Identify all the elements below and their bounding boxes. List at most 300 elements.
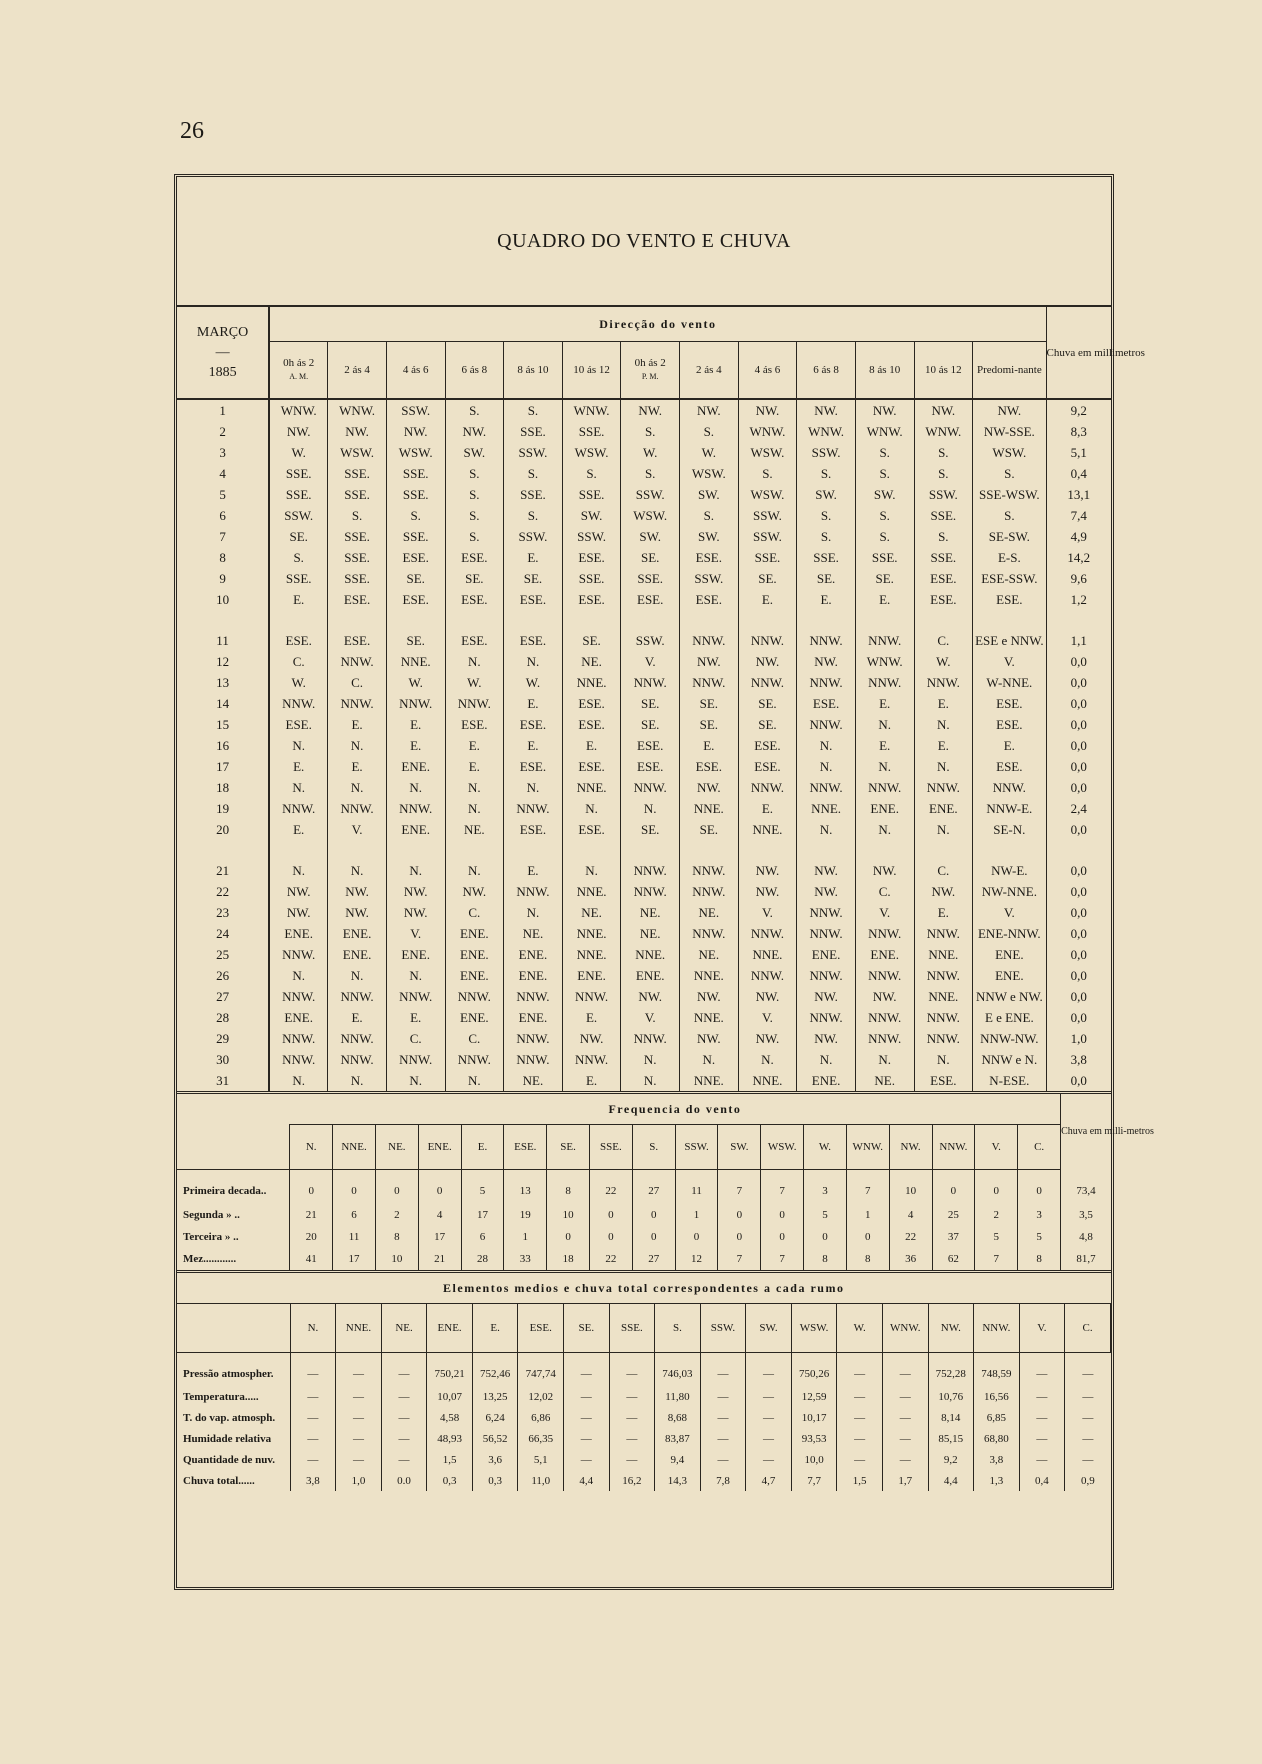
direction-cell: E.: [386, 714, 445, 735]
element-cell: 8,14: [928, 1407, 974, 1428]
row-label: Pressão atmospher.: [177, 1353, 290, 1387]
element-cell: —: [336, 1407, 382, 1428]
table-row: [177, 693, 1111, 714]
month-label: MARÇO: [196, 324, 249, 340]
direction-cell: ENE.: [445, 1007, 504, 1028]
direction-cell: NNW.: [855, 672, 914, 693]
table-row: [177, 547, 1111, 568]
direction-cell: NNW.: [445, 1049, 504, 1070]
direction-cell: ESE.: [973, 714, 1046, 735]
time-column-header: [386, 342, 445, 400]
direction-column-header: ESE.: [518, 1304, 564, 1353]
frequency-cell: 0: [718, 1204, 761, 1226]
direction-cell: WNW.: [269, 399, 328, 421]
direction-cell: NNW.: [504, 881, 563, 902]
direction-cell: NW-E.: [973, 860, 1046, 881]
direction-column-header: V.: [1019, 1304, 1065, 1353]
direction-cell: N.: [855, 714, 914, 735]
table-row: [177, 421, 1111, 442]
direction-cell: E.: [504, 860, 563, 881]
direction-cell: NNW.: [855, 1028, 914, 1049]
direction-cell: SSE.: [328, 526, 387, 547]
element-cell: —: [746, 1353, 792, 1387]
direction-cell: WNW.: [797, 421, 856, 442]
direction-cell: C.: [445, 1028, 504, 1049]
direction-cell: SE-SW.: [973, 526, 1046, 547]
direction-cell: NNW.: [680, 630, 739, 651]
direction-cell: ENE.: [973, 944, 1046, 965]
direction-cell: S.: [445, 526, 504, 547]
element-cell: —: [837, 1386, 883, 1407]
direction-cell: NNE.: [386, 651, 445, 672]
direction-cell: N.: [445, 651, 504, 672]
direction-cell: SE.: [562, 630, 621, 651]
direction-cell: ESE.: [504, 589, 563, 610]
direction-cell: ESE.: [680, 547, 739, 568]
direction-cell: S.: [504, 505, 563, 526]
direction-cell: SE-N.: [973, 819, 1046, 840]
element-cell: 66,35: [518, 1428, 564, 1449]
rain-cell: 3,5: [1061, 1204, 1111, 1226]
day-cell: 24: [177, 923, 269, 944]
table-row: [177, 798, 1111, 819]
element-cell: —: [564, 1386, 610, 1407]
direction-cell: NNW.: [680, 860, 739, 881]
direction-cell: E.: [680, 735, 739, 756]
direction-cell: E.: [328, 1007, 387, 1028]
table-row: [177, 1170, 1111, 1205]
element-cell: —: [336, 1386, 382, 1407]
direction-column-header: SW.: [746, 1304, 792, 1353]
element-cell: 0,3: [427, 1470, 473, 1491]
element-cell: —: [746, 1428, 792, 1449]
frequency-cell: 7: [761, 1248, 804, 1272]
element-cell: 1,7: [882, 1470, 928, 1491]
element-cell: —: [381, 1386, 427, 1407]
direction-cell: NW.: [269, 421, 328, 442]
direction-cell: NNW.: [738, 965, 797, 986]
direction-cell: NE.: [562, 651, 621, 672]
rain-cell: 0,0: [1070, 716, 1087, 732]
element-cell: 0,3: [472, 1470, 518, 1491]
direction-cell: W-NNE.: [973, 672, 1046, 693]
direction-cell: S.: [445, 484, 504, 505]
direction-cell: N.: [797, 1049, 856, 1070]
direction-cell: NNW.: [680, 672, 739, 693]
direction-cell: E.: [386, 1007, 445, 1028]
direction-cell: SE.: [621, 547, 680, 568]
direction-cell: ENE.: [914, 798, 973, 819]
direction-cell: ESE.: [328, 589, 387, 610]
frequency-rain-header: Chuva em milli-metros: [1061, 1094, 1111, 1170]
rain-cell: 1,2: [1070, 591, 1087, 607]
element-cell: 4,7: [746, 1470, 792, 1491]
frequency-cell: 0: [932, 1170, 975, 1205]
direction-cell: NW.: [680, 986, 739, 1007]
direction-cell: E.: [269, 756, 328, 777]
direction-cell: NNW.: [914, 965, 973, 986]
time-column-header: [797, 342, 856, 400]
direction-cell: ESE.: [269, 630, 328, 651]
direction-cell: NNW.: [504, 1028, 563, 1049]
element-cell: 1,0: [336, 1470, 382, 1491]
direction-cell: ENE.: [973, 965, 1046, 986]
element-cell: 752,46: [472, 1353, 518, 1387]
direction-cell: NW.: [680, 1028, 739, 1049]
direction-cell: W.: [269, 442, 328, 463]
direction-cell: N.: [914, 756, 973, 777]
direction-cell: WSW.: [328, 442, 387, 463]
direction-cell: NW-SSE.: [973, 421, 1046, 442]
rain-cell: 0,0: [1070, 779, 1087, 795]
element-cell: 10,76: [928, 1386, 974, 1407]
direction-cell: C.: [328, 672, 387, 693]
rain-cell: 0,0: [1070, 737, 1087, 753]
direction-cell: ESE e NNW.: [973, 630, 1046, 651]
elements-table: [177, 1273, 1111, 1491]
direction-cell: SSW.: [680, 568, 739, 589]
table-row: [177, 1007, 1111, 1028]
element-cell: 3,8: [974, 1449, 1020, 1470]
element-cell: 6,86: [518, 1407, 564, 1428]
rain-cell: 0,0: [1070, 925, 1087, 941]
direction-column-header: N.: [290, 1125, 333, 1170]
direction-cell: N.: [855, 756, 914, 777]
direction-cell: WNW.: [562, 399, 621, 421]
direction-cell: NNW.: [621, 1028, 680, 1049]
frequency-cell: 0: [718, 1226, 761, 1248]
element-cell: —: [882, 1407, 928, 1428]
table-row: [177, 714, 1111, 735]
direction-cell: NW.: [797, 1028, 856, 1049]
direction-cell: NW.: [328, 421, 387, 442]
day-cell: 4: [177, 463, 269, 484]
direction-cell: ENE.: [269, 1007, 328, 1028]
direction-cell: SSW.: [621, 630, 680, 651]
direction-cell: SW.: [680, 484, 739, 505]
elements-group-header: Elementos medios e chuva total correspondentes a cada rumo: [177, 1273, 1111, 1304]
spacer-cell: [797, 840, 856, 860]
direction-cell: NNW.: [386, 1049, 445, 1070]
direction-cell: S.: [973, 505, 1046, 526]
direction-cell: SE.: [621, 714, 680, 735]
spacer-cell: [680, 610, 739, 630]
element-cell: —: [564, 1428, 610, 1449]
table-row: [177, 672, 1111, 693]
direction-column-header: SSW.: [700, 1304, 746, 1353]
frequency-cell: 0: [590, 1226, 633, 1248]
direction-cell: N.: [914, 714, 973, 735]
day-cell: 14: [177, 693, 269, 714]
direction-cell: NNW.: [797, 965, 856, 986]
table-row: [177, 399, 1111, 421]
table-row: [177, 1204, 1111, 1226]
spacer-cell: [445, 840, 504, 860]
direction-cell: NNW.: [504, 1049, 563, 1070]
spacer-row: [177, 840, 1111, 860]
direction-column-header: SSE.: [590, 1125, 633, 1170]
frequency-cell: 11: [333, 1226, 376, 1248]
frequency-cell: 1: [846, 1204, 889, 1226]
direction-column-header: E.: [472, 1304, 518, 1353]
element-cell: 83,87: [655, 1428, 701, 1449]
direction-cell: NNW.: [269, 693, 328, 714]
direction-cell: NNW.: [269, 944, 328, 965]
frequency-cell: 10: [547, 1204, 590, 1226]
direction-cell: E.: [738, 798, 797, 819]
elements-label-header: [177, 1304, 290, 1353]
direction-cell: NNE.: [680, 1070, 739, 1093]
direction-cell: ENE.: [855, 944, 914, 965]
direction-cell: SE.: [738, 693, 797, 714]
frequency-cell: 0: [418, 1170, 461, 1205]
direction-column-header: SSW.: [675, 1125, 718, 1170]
row-label: Primeira decada..: [177, 1170, 290, 1205]
page-number: 26: [180, 118, 204, 144]
direction-cell: S.: [621, 463, 680, 484]
direction-cell: ESE.: [914, 1070, 973, 1093]
rain-cell: 0,0: [1070, 988, 1087, 1004]
element-cell: —: [837, 1428, 883, 1449]
direction-cell: E.: [328, 756, 387, 777]
direction-cell: SSE.: [269, 463, 328, 484]
table-row: [177, 505, 1111, 526]
element-cell: —: [381, 1407, 427, 1428]
direction-cell: NW.: [797, 881, 856, 902]
direction-cell: NW.: [680, 399, 739, 421]
direction-column-header: NE.: [381, 1304, 427, 1353]
rain-cell: 0,0: [1070, 821, 1087, 837]
frequency-cell: 22: [590, 1170, 633, 1205]
direction-cell: S.: [445, 505, 504, 526]
direction-cell: NNE.: [562, 777, 621, 798]
direction-cell: C.: [445, 902, 504, 923]
direction-cell: ESE.: [973, 589, 1046, 610]
table-row: [177, 923, 1111, 944]
direction-cell: ESE-SSW.: [973, 568, 1046, 589]
element-cell: 14,3: [655, 1470, 701, 1491]
direction-cell: N.: [562, 798, 621, 819]
direction-cell: NNW.: [797, 630, 856, 651]
direction-cell: ENE.: [328, 923, 387, 944]
direction-cell: NNW e N.: [973, 1049, 1046, 1070]
direction-cell: SSE.: [738, 547, 797, 568]
time-column-label: 4 ás 6: [402, 363, 429, 376]
time-column-label: Predomi-nante: [976, 363, 1042, 376]
day-cell: 5: [177, 484, 269, 505]
direction-cell: N.: [269, 1070, 328, 1093]
direction-cell: ESE.: [973, 756, 1046, 777]
year-label: 1885: [208, 364, 237, 380]
direction-cell: NNW.: [328, 693, 387, 714]
direction-cell: E.: [386, 735, 445, 756]
frequency-cell: 5: [804, 1204, 847, 1226]
direction-cell: WSW.: [738, 442, 797, 463]
direction-column-header: NW.: [889, 1125, 932, 1170]
element-cell: —: [746, 1407, 792, 1428]
direction-cell: V.: [973, 902, 1046, 923]
element-cell: 746,03: [655, 1353, 701, 1387]
direction-column-header: WSW.: [791, 1304, 837, 1353]
direction-cell: SSE.: [328, 568, 387, 589]
element-cell: 1,5: [427, 1449, 473, 1470]
direction-cell: NNE.: [562, 672, 621, 693]
direction-cell: ESE.: [562, 819, 621, 840]
element-cell: —: [700, 1449, 746, 1470]
element-cell: 48,93: [427, 1428, 473, 1449]
direction-cell: NNW.: [328, 1049, 387, 1070]
frequency-cell: 8: [1018, 1248, 1061, 1272]
direction-cell: W.: [386, 672, 445, 693]
direction-cell: NNW.: [738, 630, 797, 651]
direction-cell: E.: [504, 547, 563, 568]
direction-cell: S.: [797, 505, 856, 526]
direction-cell: NNW.: [855, 965, 914, 986]
element-cell: —: [700, 1386, 746, 1407]
page-title: QUADRO DO VENTO E CHUVA: [177, 177, 1111, 307]
element-cell: 747,74: [518, 1353, 564, 1387]
spacer-cell: [562, 840, 621, 860]
direction-cell: WNW.: [914, 421, 973, 442]
element-cell: 11,0: [518, 1470, 564, 1491]
element-cell: —: [837, 1353, 883, 1387]
element-cell: —: [564, 1407, 610, 1428]
direction-cell: W.: [445, 672, 504, 693]
direction-cell: NW-NNE.: [973, 881, 1046, 902]
table-row: [177, 944, 1111, 965]
direction-cell: SSW.: [914, 484, 973, 505]
frequency-cell: 8: [375, 1226, 418, 1248]
direction-cell: S.: [914, 463, 973, 484]
element-cell: —: [336, 1449, 382, 1470]
spacer-cell: [177, 840, 269, 860]
direction-column-header: WSW.: [761, 1125, 804, 1170]
day-cell: 22: [177, 881, 269, 902]
direction-cell: S.: [386, 505, 445, 526]
element-cell: —: [882, 1386, 928, 1407]
direction-cell: NNW.: [269, 986, 328, 1007]
direction-cell: W.: [621, 442, 680, 463]
direction-cell: E.: [562, 1070, 621, 1093]
direction-cell: SE.: [621, 693, 680, 714]
direction-cell: ESE.: [328, 630, 387, 651]
direction-cell: ESE.: [973, 693, 1046, 714]
day-cell: 13: [177, 672, 269, 693]
spacer-cell: [504, 840, 563, 860]
spacer-cell: [1046, 610, 1111, 630]
table-row: [177, 484, 1111, 505]
frequency-cell: 17: [418, 1226, 461, 1248]
direction-cell: WSW.: [621, 505, 680, 526]
direction-cell: NNW-E.: [973, 798, 1046, 819]
direction-cell: NW.: [621, 399, 680, 421]
element-cell: —: [882, 1449, 928, 1470]
direction-cell: NNW.: [269, 798, 328, 819]
day-cell: 10: [177, 589, 269, 610]
element-cell: —: [336, 1428, 382, 1449]
frequency-cell: 21: [418, 1248, 461, 1272]
direction-column-header: SE.: [564, 1304, 610, 1353]
element-cell: —: [290, 1428, 336, 1449]
time-column-label: 10 ás 12: [924, 363, 962, 376]
direction-cell: SSW.: [621, 484, 680, 505]
direction-cell: N.: [445, 798, 504, 819]
direction-cell: N.: [562, 860, 621, 881]
direction-column-header: C.: [1018, 1125, 1061, 1170]
direction-cell: ENE.: [386, 944, 445, 965]
rain-cell: 0,4: [1070, 465, 1087, 481]
direction-cell: NNW.: [328, 798, 387, 819]
direction-cell: SSW.: [386, 399, 445, 421]
day-cell: 12: [177, 651, 269, 672]
day-cell: 31: [177, 1070, 269, 1093]
direction-cell: N-ESE.: [973, 1070, 1046, 1093]
direction-cell: E e ENE.: [973, 1007, 1046, 1028]
direction-cell: SSE-WSW.: [973, 484, 1046, 505]
direction-cell: ENE.: [328, 944, 387, 965]
frequency-cell: 0: [761, 1204, 804, 1226]
direction-cell: NNW.: [680, 881, 739, 902]
frequency-cell: 6: [333, 1204, 376, 1226]
rain-cell: 0,0: [1046, 1070, 1111, 1093]
frequency-label-spacer: [177, 1094, 290, 1125]
table-row: [177, 735, 1111, 756]
direction-cell: NW.: [680, 777, 739, 798]
table-row: [177, 589, 1111, 610]
direction-cell: ESE.: [680, 589, 739, 610]
element-cell: —: [1019, 1353, 1065, 1387]
direction-cell: SW.: [562, 505, 621, 526]
direction-cell: SSE.: [328, 547, 387, 568]
row-label: T. do vap. atmosph.: [177, 1407, 290, 1428]
direction-cell: NE.: [855, 1070, 914, 1093]
frequency-cell: 41: [290, 1248, 333, 1272]
direction-cell: E.: [504, 693, 563, 714]
element-cell: 0,9: [1080, 1474, 1095, 1487]
element-cell: 13,25: [472, 1386, 518, 1407]
spacer-cell: [855, 610, 914, 630]
direction-cell: NW.: [797, 399, 856, 421]
frequency-cell: 21: [290, 1204, 333, 1226]
time-column-header: [738, 342, 797, 400]
direction-cell: NNW.: [328, 651, 387, 672]
direction-cell: SSE.: [621, 568, 680, 589]
direction-cell: SE.: [797, 568, 856, 589]
direction-cell: NW.: [386, 902, 445, 923]
direction-cell: NW.: [914, 881, 973, 902]
direction-cell: NNE.: [562, 923, 621, 944]
direction-cell: NNW.: [855, 777, 914, 798]
direction-cell: E.: [269, 819, 328, 840]
direction-cell: SE.: [621, 819, 680, 840]
direction-cell: NE.: [621, 902, 680, 923]
direction-cell: SSW.: [562, 526, 621, 547]
element-cell: 6,85: [974, 1407, 1020, 1428]
frequency-cell: 5: [461, 1170, 504, 1205]
frequency-cell: 8: [547, 1170, 590, 1205]
time-column-label: 8 ás 10: [869, 363, 901, 376]
direction-cell: ENE.: [386, 756, 445, 777]
element-cell: 750,26: [791, 1353, 837, 1387]
direction-cell: S.: [797, 463, 856, 484]
frequency-cell: 6: [461, 1226, 504, 1248]
table-row: [177, 442, 1111, 463]
direction-cell: SW.: [680, 526, 739, 547]
direction-column-header: NNE.: [336, 1304, 382, 1353]
wind-direction-table: [177, 307, 1145, 1094]
element-cell: 1,3: [974, 1470, 1020, 1491]
direction-cell: V.: [386, 923, 445, 944]
